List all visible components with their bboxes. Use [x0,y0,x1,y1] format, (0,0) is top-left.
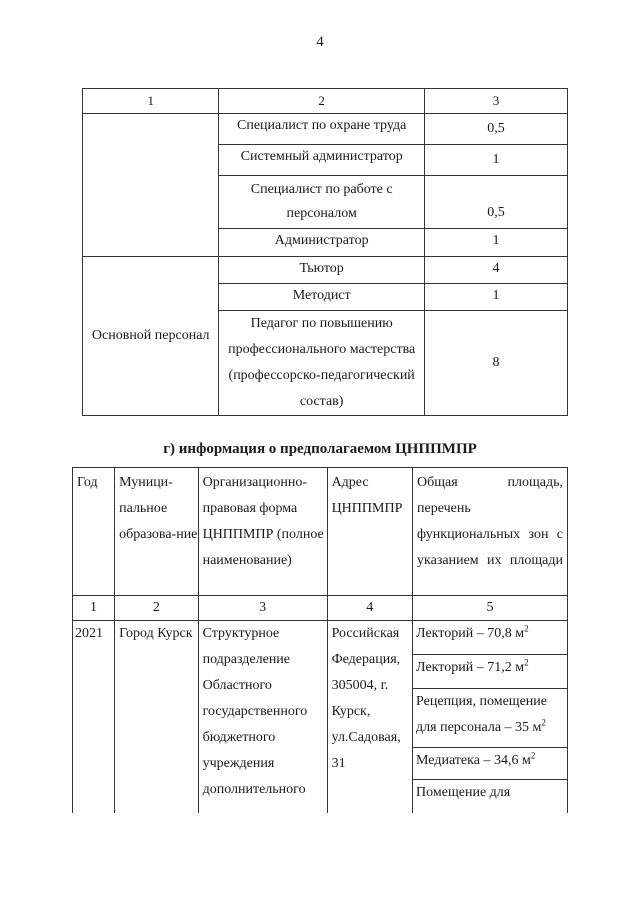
center-info-table [72,467,568,813]
header-cell: 2 [219,89,424,114]
header-cell: Организационно-правовая форма ЦНППМПР (полное наименование) [198,468,327,596]
form-cell: Структурное подразделение Областного государственного бюджетного учреждения дополнительного [198,621,327,814]
header-cell: Общая площадь, перечень функциональных зон с указанием их площади [413,468,568,596]
zones-cell [413,621,568,814]
empty-group-cell [83,114,219,257]
count-cell: 0,5 [424,176,567,229]
count-cell: 8 [424,311,567,416]
header-cell: Муници-пальное образова-ние [115,468,198,596]
zone-item: Помещение для [416,785,511,800]
header-cell: Год [73,468,115,596]
zone-item: Лекторий – 70,8 $м^2$ [413,621,567,655]
position-cell: Тьютор [219,257,424,284]
section-caption: г) информация о предполагаемом ЦНППМПР [163,441,477,457]
position-cell: Методист [219,284,424,311]
group-label-cell: Основной персонал [83,257,219,416]
number-cell: 4 [327,596,412,621]
count-cell: 4 [424,257,567,284]
count-cell: 1 [424,284,567,311]
staff-table [82,88,568,416]
number-cell: 5 [413,596,568,621]
table-row [73,621,568,814]
zone-item: Лекторий – 71,2 $м^2$ [413,655,567,689]
table-header-row [73,468,568,596]
position-cell: Администратор [219,229,424,257]
year-cell: 2021 [73,621,115,814]
table-header-row [83,89,568,114]
header-cell: Адрес ЦНППМПР [327,468,412,596]
header-cell: 3 [424,89,567,114]
number-cell: 2 [115,596,198,621]
count-cell: 1 [424,145,567,176]
address-cell: Российская Федерация, 305004, г. Курск, ул.Садовая, 31 [327,621,412,814]
header-cell: 1 [83,89,219,114]
page-number: 4 [316,34,324,50]
table-row [83,257,568,284]
position-cell: Специалист по охране труда [219,114,424,145]
zone-item: Медиатека – 34,6 $м^2$ [413,748,567,780]
number-cell: 3 [198,596,327,621]
municipality-cell: Город Курск [115,621,198,814]
position-cell: Педагог по повышению профессионального мастерства (профессорско-педагогический состав) [219,311,424,416]
table-number-row [73,596,568,621]
position-cell: Системный администратор [219,145,424,176]
count-cell: 1 [424,229,567,257]
count-cell: 0,5 [424,114,567,145]
position-cell: Специалист по работе с персоналом [219,176,424,229]
number-cell: 1 [73,596,115,621]
zone-item: Рецепция, помещение для персонала – 35 $м^2$ [413,689,567,748]
table-row [83,114,568,145]
